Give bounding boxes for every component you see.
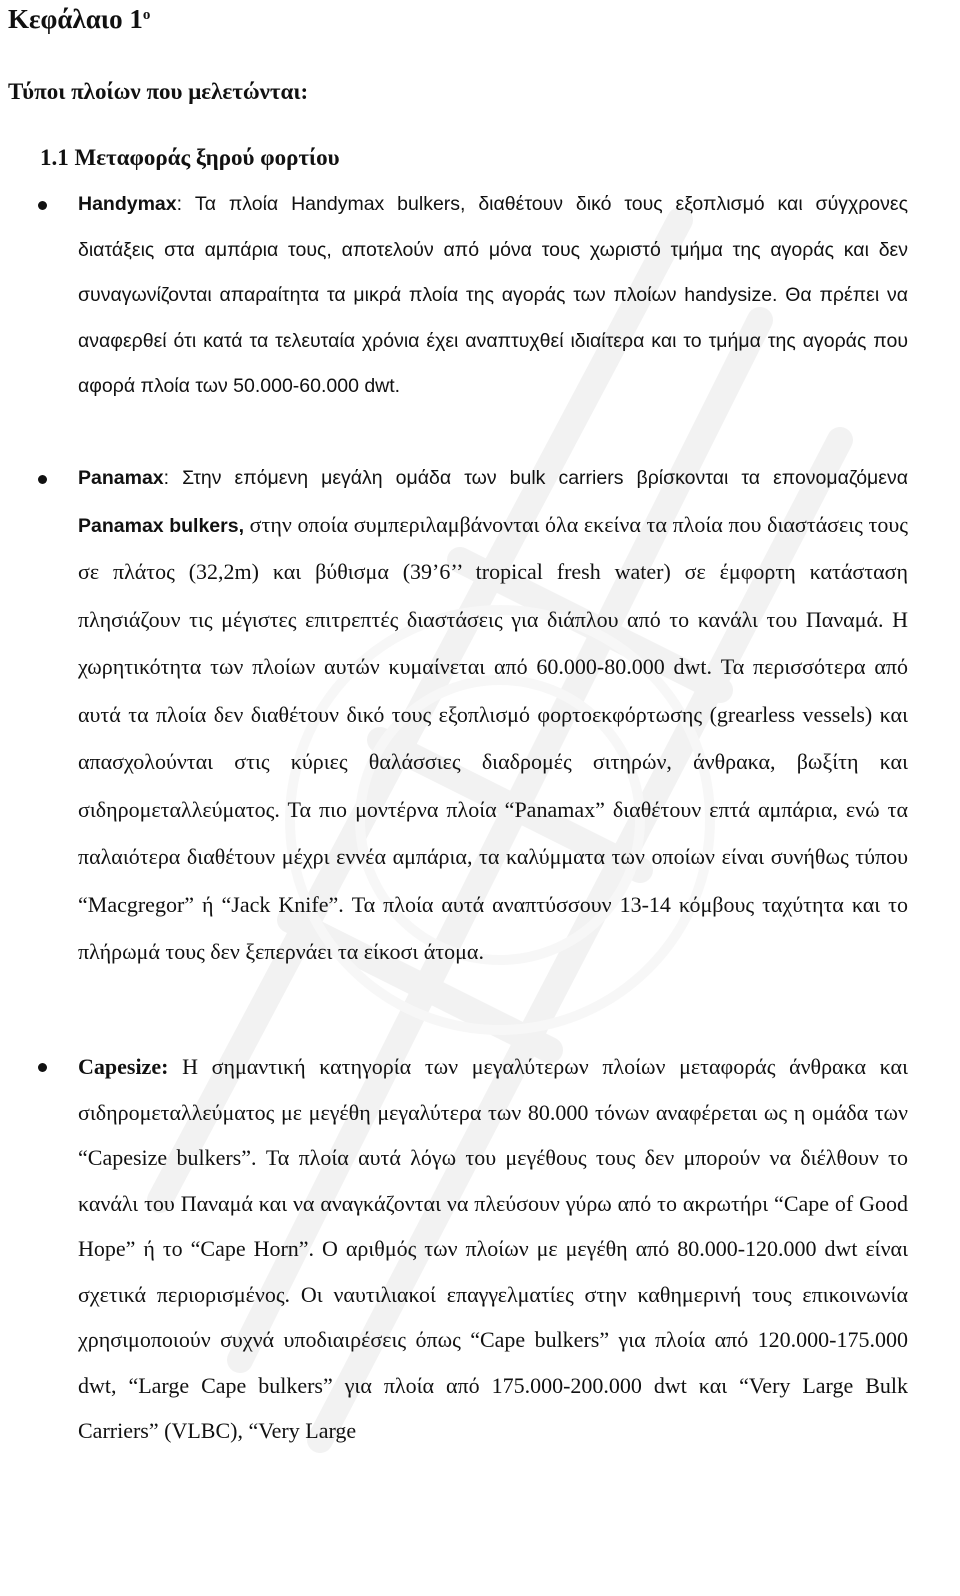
- item-text: στην οποία συμπεριλαμβάνονται όλα εκείνα τα πλοία που διαστάσεις τους σε πλάτος (32,2m) και βύθισμα (39’6’’ tropical fresh water) σε έμφορτη κατάσταση πλησιάζουν τις μέγιστες επιτρεπτές διαστάσεις για διάπλου από το κανάλι του Παναμά. Η χωρητικότητα των πλοίων αυτών κυμαίνεται από 60.000-80.000 dwt. Τα περισσότερα από αυτά τα πλοία δεν διαθέτουν δικό τους εξοπλισμό φορτοεκφόρτωσης (grearless vessels) και απασχολούνται στις κύριες θαλάσσιες διαδρομές σιτηρών, άνθρακα, βωξίτη και σιδηρομεταλλεύματος. Τα πιο μοντέρνα πλοία “Panamax” διαθέτουν επτά αμπάρια, ενώ τα παλαιότερα διαθέτουν μέχρι εννέα αμπάρια, τα καλύμματα των οποίων είναι συνήθως τύπου “Macgregor” ή “Jack Knife”. Τα πλοία αυτά αναπτύσσουν 13-14 κόμβους ταχύτητα και το πλήρωμά τους δεν ξεπερνάει τα είκοσι άτομα.: [78, 511, 908, 964]
- item-text: : Τα πλοία Handymax bulkers, διαθέτουν δικό τους εξοπλισμό και σύγχρονες διατάξεις στα αμπάρια τους, αποτελούν από μόνα τους χωριστό τμήμα της αγοράς και δεν συναγωνίζονται απαραίτητα τα μικρά πλοία της αγοράς των πλοίων handysize. Θα πρέπει να αναφερθεί ότι κατά τα τελευταία χρόνια έχει αναπτυχθεί ιδιαίτερα και το τμήμα της αγοράς που αφορά πλοία των 50.000-60.000 dwt.: [78, 193, 908, 397]
- subtitle: Τύποι πλοίων που μελετώνται:: [8, 79, 309, 104]
- list-item-capesize: [78, 1044, 908, 1454]
- term-handymax: Handymax: [78, 193, 177, 215]
- list-item-panamax: [78, 456, 908, 977]
- bullet-icon: [38, 1063, 47, 1072]
- term-panamax: Panamax: [78, 467, 164, 489]
- item-text: Η σημαντική κατηγορία των μεγαλύτερων πλοίων μεταφοράς άνθρακα και σιδηρομεταλλεύματος με μεγέθη μεγαλύτερα των 80.000 τόνων αναφέρεται ως η ομάδα των “Capesize bulkers”. Τα πλοία αυτά λόγω του μεγέθους τους δεν μπορούν να διέλθουν το κανάλι του Παναμά και να αναγκάζονται να πλεύσουν γύρω από το ακρωτήρι “Cape of Good Hope” ή το “Cape Horn”. Ο αριθμός των πλοίων με μεγέθη από 80.000-120.000 dwt είναι σχετικά περιορισμένος. Οι ναυτιλιακοί επαγγελματίες στην καθημερινή τους επικοινωνία χρησιμοποιούν συχνά υποδιαιρέσεις όπως “Cape bulkers” για πλοία από 120.000-175.000 dwt, “Large Cape bulkers” για πλοία από 175.000-200.000 dwt και “Very Large Bulk Carriers” (VLBC), “Very Large: [78, 1054, 908, 1443]
- item-text: : Στην επόμενη μεγάλη ομάδα των bulk carriers βρίσκονται τα επονομαζόμενα: [163, 467, 908, 489]
- section-title: 1.1 Μεταφοράς ξηρού φορτίου: [40, 145, 340, 170]
- chapter-heading: Κεφάλαιο $1^o$: [8, 4, 151, 34]
- chapter-superscript: ο: [142, 7, 151, 23]
- list-item-handymax: [78, 182, 908, 410]
- bullet-icon: [38, 475, 47, 484]
- term-capesize: Capesize:: [78, 1054, 169, 1079]
- term-panamax-bulkers: Panamax bulkers,: [78, 514, 245, 537]
- bullet-icon: [38, 201, 47, 210]
